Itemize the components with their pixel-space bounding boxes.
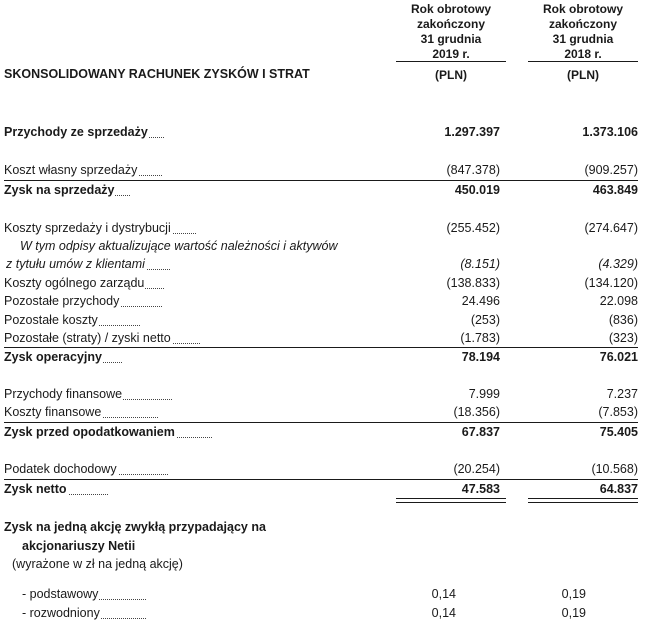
value-2018: 0,19 xyxy=(561,587,586,601)
header-rule xyxy=(528,61,638,62)
row-label: Zysk operacyjny xyxy=(4,350,102,364)
value-2019: 7.999 xyxy=(468,387,500,401)
separator-line xyxy=(4,180,638,181)
value-2019: (253) xyxy=(470,313,500,327)
value-2018: (4.329) xyxy=(598,257,638,271)
unit-2019: (PLN) xyxy=(435,68,467,82)
value-2019: (138.833) xyxy=(446,276,500,290)
value-2018: (274.647) xyxy=(584,221,638,235)
value-2018: 76.021 xyxy=(599,350,638,364)
value-2018: 64.837 xyxy=(599,482,638,496)
value-2019: 1.297.397 xyxy=(444,125,500,139)
header-line: 2018 r. xyxy=(564,47,602,61)
value-2019: 47.583 xyxy=(461,482,500,496)
eps-title-line2: akcjonariuszy Netii xyxy=(22,539,136,553)
row-label: - rozwodniony xyxy=(22,606,100,620)
header-line: 2019 r. xyxy=(432,47,470,61)
value-2019: (8.151) xyxy=(460,257,500,271)
value-2018: (7.853) xyxy=(598,405,638,419)
row-label: Zysk przed opodatkowaniem xyxy=(4,425,175,439)
value-2019: 450.019 xyxy=(454,183,500,197)
separator-line xyxy=(4,347,638,348)
value-2019: 24.496 xyxy=(461,294,500,308)
separator-line xyxy=(4,479,638,480)
value-2019: (1.783) xyxy=(460,331,500,345)
header-line: zakończony xyxy=(416,17,485,31)
header-rule xyxy=(396,61,506,62)
value-2018: 0,19 xyxy=(561,606,586,620)
header-line: 31 grudnia xyxy=(420,32,482,46)
value-2018: 22.098 xyxy=(599,294,638,308)
row-label: Przychody finansowe xyxy=(4,387,123,401)
value-2018: 75.405 xyxy=(599,425,638,439)
value-2019: (18.356) xyxy=(453,405,500,419)
impairment-note: W tym odpisy aktualizujące wartość należności i aktywów xyxy=(20,239,338,253)
row-label: z tytułu umów z klientami xyxy=(6,257,145,271)
unit-2018: (PLN) xyxy=(567,68,599,82)
separator-line xyxy=(4,422,638,423)
statement-title: SKONSOLIDOWANY RACHUNEK ZYSKÓW I STRAT xyxy=(4,67,310,81)
row-label: Podatek dochodowy xyxy=(4,462,117,476)
double-underline xyxy=(528,498,638,503)
row-label: Pozostałe (straty) / zyski netto xyxy=(4,331,171,345)
header-line: zakończony xyxy=(548,17,617,31)
value-2019: (20.254) xyxy=(453,462,500,476)
eps-title-line1: Zysk na jedną akcję zwykłą przypadający na xyxy=(4,520,266,534)
value-2018: 7.237 xyxy=(606,387,638,401)
value-2019: 0,14 xyxy=(431,606,456,620)
column-header-2019 xyxy=(396,2,506,62)
value-2019: 78.194 xyxy=(461,350,500,364)
value-2019: (847.378) xyxy=(446,163,500,177)
row-label: Koszty sprzedaży i dystrybucji xyxy=(4,221,171,235)
eps-subtitle: (wyrażone w zł na jedną akcję) xyxy=(12,557,183,571)
value-2018: 463.849 xyxy=(592,183,638,197)
double-underline xyxy=(396,498,506,503)
row-label: Przychody ze sprzedaży xyxy=(4,125,148,139)
row-label: Koszty finansowe xyxy=(4,405,102,419)
value-2018: (134.120) xyxy=(584,276,638,290)
row-label: Koszty ogólnego zarządu xyxy=(4,276,145,290)
header-line: Rok obrotowy xyxy=(411,2,491,16)
row-label: - podstawowy xyxy=(22,587,99,601)
value-2018: (10.568) xyxy=(591,462,638,476)
value-2018: (909.257) xyxy=(584,163,638,177)
row-label: Zysk netto xyxy=(4,482,67,496)
row-label: Koszt własny sprzedaży xyxy=(4,163,138,177)
row-label: Zysk na sprzedaży xyxy=(4,183,115,197)
header-line: 31 grudnia xyxy=(552,32,614,46)
value-2018: (836) xyxy=(608,313,638,327)
value-2019: 67.837 xyxy=(461,425,500,439)
header-line: Rok obrotowy xyxy=(543,2,623,16)
column-header-2018 xyxy=(528,2,638,62)
row-label: Pozostałe przychody xyxy=(4,294,120,308)
value-2018: 1.373.106 xyxy=(582,125,638,139)
value-2018: (323) xyxy=(608,331,638,345)
value-2019: 0,14 xyxy=(431,587,456,601)
row-label: Pozostałe koszty xyxy=(4,313,98,327)
value-2019: (255.452) xyxy=(446,221,500,235)
